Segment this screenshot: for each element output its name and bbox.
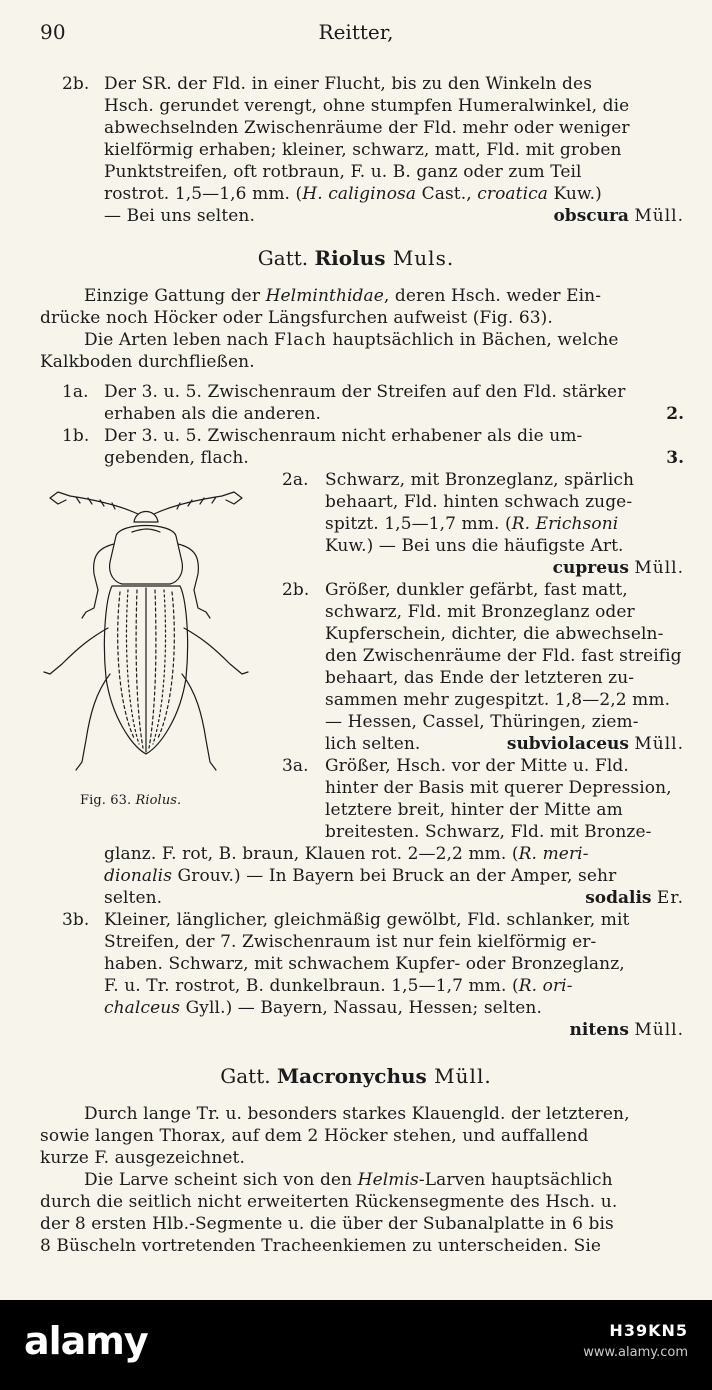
image-id: H39KN5 — [609, 1321, 688, 1340]
text-line: sowie langen Thorax, auf dem 2 Höcker stehen, und auffallend — [40, 1126, 589, 1146]
text-line: Kuw.) — Bei uns die häufigste Art. — [325, 536, 624, 556]
species-name: subviolaceus Müll. — [506, 734, 684, 754]
beetle-illustration — [36, 478, 256, 778]
text-line: schwarz, Fld. mit Bronzeglanz oder — [325, 602, 635, 622]
text-line: Größer, Hsch. vor der Mitte u. Fld. — [325, 756, 629, 776]
text-line: spitzt. 1,5—1,7 mm. (R. Erichsoni — [325, 514, 619, 534]
text-line: Der 3. u. 5. Zwischenraum nicht erhabener als die um- — [104, 426, 583, 446]
genus-heading: Gatt. Riolus Muls. — [257, 246, 455, 270]
text-line: behaart, Fld. hinten schwach zuge- — [325, 492, 633, 512]
text-line: lich selten. — [325, 734, 421, 754]
text-line: breitesten. Schwarz, Fld. mit Bronze- — [325, 822, 652, 842]
text-line: haben. Schwarz, mit schwachem Kupfer- oder Bronzeglanz, — [104, 954, 625, 974]
text-line: Der SR. der Fld. in einer Flucht, bis zu den Winkeln des — [104, 74, 593, 94]
key-number: 2a. — [282, 470, 309, 490]
text-line: Kleiner, länglicher, gleichmäßig gewölbt, Fld. schlanker, mit — [104, 910, 630, 930]
text-line: F. u. Tr. rostrot, B. dunkelbraun. 1,5—1,7 mm. (R. ori- — [104, 976, 573, 996]
key-lead: 2. — [666, 404, 684, 424]
text-line: rostrot. 1,5—1,6 mm. (H. caliginosa Cast., croatica Kuw.) — [104, 184, 602, 204]
text-line: Schwarz, mit Bronzeglanz, spärlich — [325, 470, 635, 490]
key-number: 1b. — [62, 426, 90, 446]
text-line: Die Larve scheint sich von den Helmis-Larven hauptsächlich — [84, 1170, 613, 1190]
species-name: nitens Müll. — [569, 1020, 684, 1040]
key-number: 2b. — [282, 580, 310, 600]
text-line: durch die seitlich nicht erweiterten Rückensegmente des Hsch. u. — [40, 1192, 618, 1212]
text-line: Der 3. u. 5. Zwischenraum der Streifen auf den Fld. stärker — [104, 382, 626, 402]
page-number: 90 — [40, 20, 66, 44]
species-name: obscura Müll. — [553, 206, 684, 226]
text-line: Hsch. gerundet verengt, ohne stumpfen Humeralwinkel, die — [104, 96, 630, 116]
text-line: dionalis Grouv.) — In Bayern bei Bruck an der Amper, sehr — [104, 866, 617, 886]
alamy-logo: alamy — [24, 1319, 148, 1363]
text-line: chalceus Gyll.) — Bayern, Nassau, Hessen; selten. — [104, 998, 542, 1018]
text-line: gebenden, flach. — [104, 448, 249, 468]
species-name: sodalis Er. — [585, 888, 684, 908]
text-line: — Hessen, Cassel, Thüringen, ziem- — [325, 712, 639, 732]
text-line: abwechselnden Zwischenräume der Fld. mehr oder weniger — [104, 118, 630, 138]
key-number: 2b. — [62, 74, 90, 94]
text-line: letztere breit, hinter der Mitte am — [325, 800, 623, 820]
image-info — [583, 1320, 688, 1364]
watermark-footer — [0, 1300, 712, 1390]
key-lead: 3. — [666, 448, 684, 468]
key-number: 1a. — [62, 382, 89, 402]
text-line: erhaben als die anderen. — [104, 404, 322, 424]
text-line: hinter der Basis mit querer Depression, — [325, 778, 672, 798]
text-line: 8 Büscheln vortretenden Tracheenkiemen zu unterscheiden. Sie — [40, 1236, 602, 1256]
key-number: 3b. — [62, 910, 90, 930]
text-line: glanz. F. rot, B. braun, Klauen rot. 2—2,2 mm. (R. meri- — [104, 844, 589, 864]
text-line: selten. — [104, 888, 163, 908]
genus-heading: Gatt. Macronychus Müll. — [220, 1064, 492, 1088]
running-title: Reitter, — [318, 20, 394, 44]
text-line: drücke noch Höcker oder Längsfurchen aufweist (Fig. 63). — [40, 308, 553, 328]
key-number: 3a. — [282, 756, 309, 776]
text-line: Streifen, der 7. Zwischenraum ist nur fein kielförmig er- — [104, 932, 597, 952]
species-name: cupreus Müll. — [552, 558, 684, 578]
text-line: Einzige Gattung der Helminthidae, deren Hsch. weder Ein- — [84, 286, 602, 306]
text-line: Die Arten leben nach Flach hauptsächlich in Bächen, welche — [84, 330, 619, 350]
text-line: der 8 ersten Hlb.-Segmente u. die über der Subanalplatte in 6 bis — [40, 1214, 614, 1234]
text-line: behaart, das Ende der letzteren zu- — [325, 668, 635, 688]
text-line: sammen mehr zugespitzt. 1,8—2,2 mm. — [325, 690, 671, 710]
text-line: Punktstreifen, oft rotbraun, F. u. B. ganz oder zum Teil — [104, 162, 582, 182]
text-line: Kupferschein, dichter, die abwechseln- — [325, 624, 664, 644]
text-line: — Bei uns selten. — [104, 206, 255, 226]
text-line: Kalkboden durchfließen. — [40, 352, 255, 372]
text-line: kurze F. ausgezeichnet. — [40, 1148, 245, 1168]
site-url[interactable]: www.alamy.com — [583, 1345, 688, 1360]
text-line: den Zwischenräume der Fld. fast streifig — [325, 646, 682, 666]
text-line: kielförmig erhaben; kleiner, schwarz, matt, Fld. mit groben — [104, 140, 622, 160]
text-line: Durch lange Tr. u. besonders starkes Klauengld. der letzteren, — [84, 1104, 630, 1124]
figure-caption: Fig. 63. Riolus. — [80, 793, 182, 808]
text-line: Größer, dunkler gefärbt, fast matt, — [325, 580, 628, 600]
